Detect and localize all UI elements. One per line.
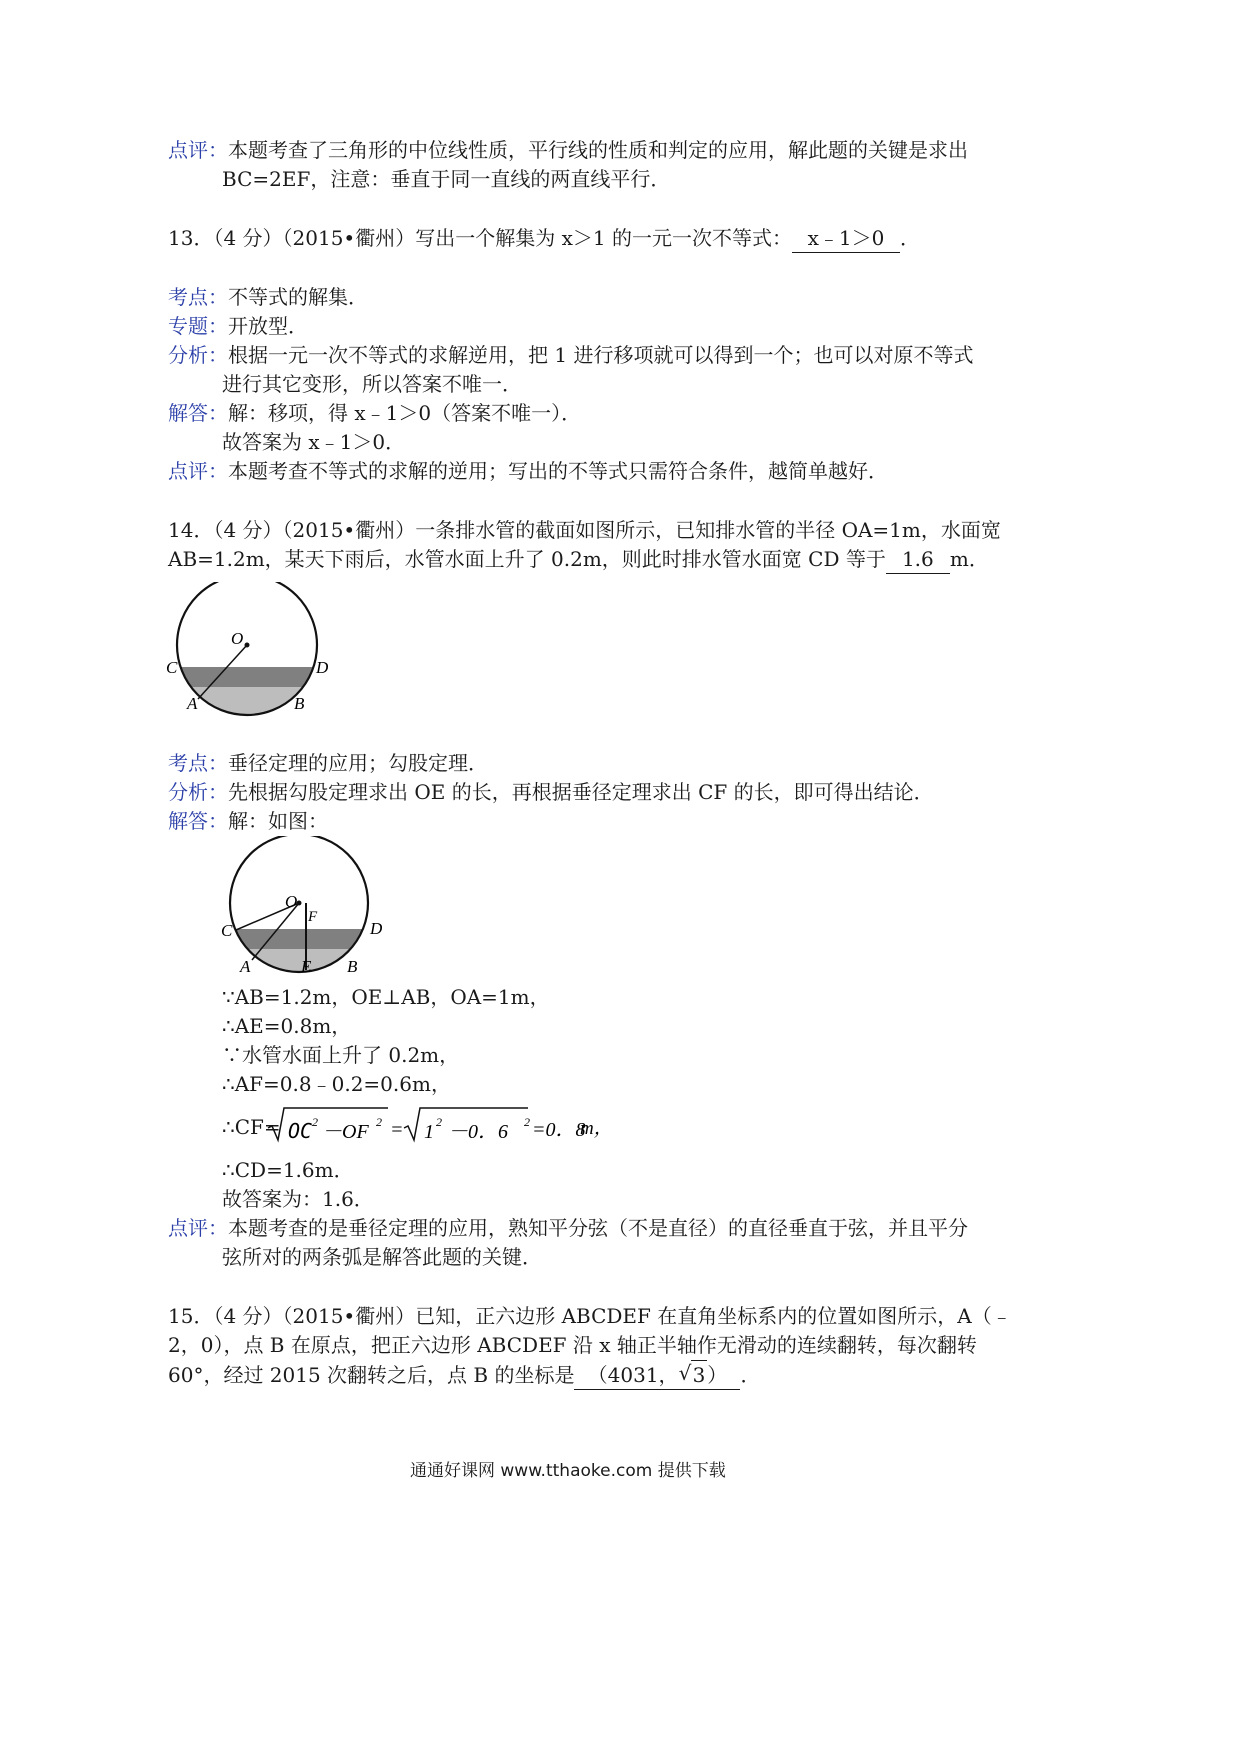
q15-answer-blank: （4031， √ 3 ） <box>574 1360 740 1390</box>
q14-jieda: 解答：解：如图： <box>168 809 328 833</box>
label-D: D <box>370 919 383 938</box>
q13-dianping: 点评：本题考查不等式的求解的逆用；写出的不等式只需符合条件，越简单越好． <box>168 459 888 483</box>
sqrt-three: √ 3 <box>678 1361 706 1387</box>
label-O: O <box>231 629 244 648</box>
page-footer: 通通好课网 www.tthaoke.com 提供下载 <box>410 1461 726 1481</box>
label-D: D <box>316 658 329 677</box>
q13-fenxi-line2: 进行其它变形，所以答案不唯一． <box>222 372 522 396</box>
label-E: E <box>301 957 312 976</box>
svg-text:m，: m， <box>580 1118 613 1139</box>
q13-jieda-line2: 故答案为 x﹣1＞0． <box>222 430 406 454</box>
cf-radical-formula <box>266 1104 616 1146</box>
label-B: B <box>294 694 305 713</box>
q15-stem-line3: 60°，经过 2015 次翻转之后，点 B 的坐标是 （4031， √ 3 ） ． <box>168 1360 760 1390</box>
q13-fenxi: 分析：根据一元一次不等式的求解逆用，把 1 进行移项就可以得到一个；也可以对原不等式 <box>168 343 974 367</box>
review12-line1: 点评：本题考查了三角形的中位线性质，平行线的性质和判定的应用，解此题的关键是求出 <box>168 138 968 162</box>
q14-step-1: ∵AB=1.2m，OE⊥AB，OA=1m， <box>222 985 550 1009</box>
q13-kaodian: 考点：不等式的解集． <box>168 285 368 309</box>
q13-answer-blank: x﹣1＞0 <box>792 224 900 253</box>
review-label: 点评： <box>168 138 228 162</box>
q14-conclusion: 故答案为：1.6． <box>222 1187 374 1211</box>
svg-text:2: 2 <box>524 1115 530 1129</box>
label-O: O <box>285 892 298 911</box>
svg-text:2: 2 <box>376 1115 382 1129</box>
q15-stem-line1: 15．（4 分）（2015•衢州）已知，正六边形 ABCDEF 在直角坐标系内的位置如图所示，A（﹣ <box>168 1304 1012 1328</box>
svg-text:2: 2 <box>436 1115 442 1129</box>
label-C: C <box>221 921 233 940</box>
svg-text:－OF: －OF <box>322 1121 369 1143</box>
svg-text:1: 1 <box>424 1121 434 1143</box>
q14-step-3: ∵水管水面上升了 0.2m， <box>222 1043 460 1067</box>
label-A: A <box>240 957 251 976</box>
label-F: F <box>308 909 318 925</box>
q14-kaodian: 考点：垂径定理的应用；勾股定理． <box>168 751 488 775</box>
q14-dianping: 点评：本题考查的是垂径定理的应用，熟知平分弦（不是直径）的直径垂直于弦，并且平分 <box>168 1216 968 1240</box>
q15-stem-line2: 2，0），点 B 在原点，把正六边形 ABCDEF 沿 x 轴正半轴作无滑动的连续翻转，每次翻转 <box>168 1333 977 1357</box>
q13-stem: 13．（4 分）（2015•衢州）写出一个解集为 x＞1 的一元一次不等式： x﹣1＞0 ． <box>168 224 920 253</box>
pipe-figure-2 <box>215 836 395 981</box>
radical-sign: √ <box>678 1361 692 1385</box>
svg-text:=0．8: =0．8 <box>532 1119 586 1141</box>
review12-line2: BC=2EF，注意：垂直于同一直线的两直线平行． <box>222 167 671 191</box>
q14-step-4: ∴AF=0.8﹣0.2=0.6m， <box>222 1072 451 1096</box>
svg-text:2: 2 <box>312 1115 318 1129</box>
q14-dianping-line2: 弦所对的两条弧是解答此题的关键． <box>222 1245 542 1269</box>
svg-text:OC: OC <box>288 1119 313 1143</box>
svg-text:=: = <box>390 1119 404 1141</box>
q14-fenxi: 分析：先根据勾股定理求出 OE 的长，再根据垂径定理求出 CF 的长，即可得出结论． <box>168 780 934 804</box>
q14-cf-formula: ∴CF= <box>222 1115 281 1139</box>
q13-zhuanti: 专题：开放型． <box>168 314 308 338</box>
q14-stem-line1: 14．（4 分）（2015•衢州）一条排水管的截面如图所示，已知排水管的半径 OA=1m，水面宽 <box>168 518 1001 542</box>
center-point <box>245 643 250 648</box>
q14-step-2: ∴AE=0.8m， <box>222 1014 352 1038</box>
svg-text:－0．6: －0．6 <box>448 1121 508 1143</box>
q13-jieda: 解答：解：移项，得 x﹣1＞0（答案不唯一）． <box>168 401 582 425</box>
q14-answer-blank: 1.6 <box>886 545 950 574</box>
q14-stem-line2: AB=1.2m，某天下雨后，水管水面上升了 0.2m，则此时排水管水面宽 CD 等于 1.6 m． <box>168 545 989 574</box>
label-C: C <box>166 658 178 677</box>
label-A: A <box>187 694 198 713</box>
q14-step-cd: ∴CD=1.6m． <box>222 1158 354 1182</box>
label-B: B <box>347 957 358 976</box>
pipe-figure-1 <box>160 582 340 717</box>
